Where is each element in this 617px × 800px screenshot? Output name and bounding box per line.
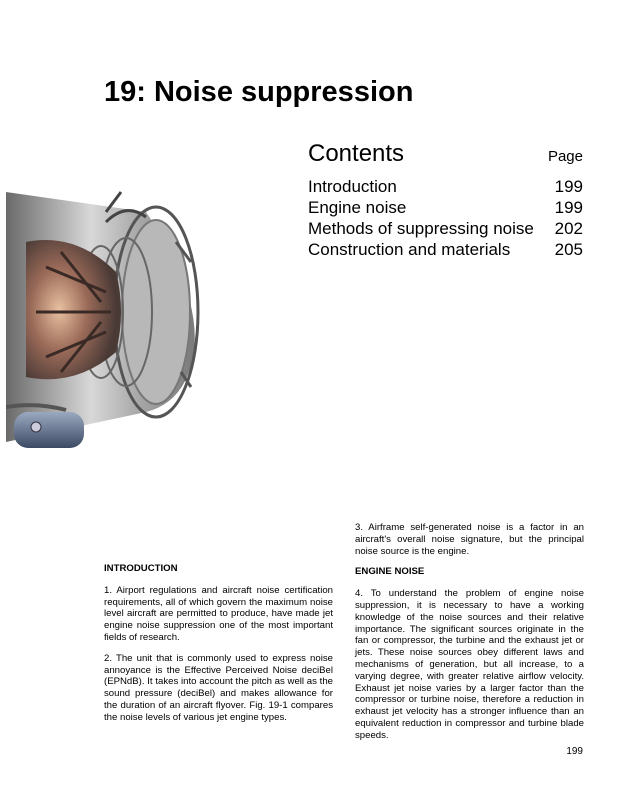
- contents-entry[interactable]: [308, 176, 583, 197]
- engine-noise-column: [355, 522, 584, 751]
- contents-entry-page: 202: [554, 219, 583, 238]
- contents-entry-page: 199: [554, 177, 583, 196]
- paragraph-1: 1. Airport regulations and aircraft noise certification requirements, all of which govern the maximum noise level aircraft are permitted to produce, have made jet engine noise suppression one of the most important fields of research.: [104, 584, 333, 643]
- contents-entry[interactable]: [308, 197, 583, 218]
- contents-entry-title: Introduction: [308, 177, 397, 196]
- contents-heading: Contents: [308, 140, 405, 167]
- contents-entry-title: Construction and materials: [308, 240, 511, 259]
- page-number: 199: [566, 746, 583, 757]
- engine-noise-heading: ENGINE NOISE: [355, 566, 425, 578]
- paragraph-3: 3. Airframe self-generated noise is a factor in an aircraft's overall noise signature, but the principal noise source is the engine.: [355, 522, 584, 557]
- contents-box: [308, 140, 583, 260]
- paragraph-2: 2. The unit that is commonly used to express noise annoyance is the Effective Perceived Noise deciBel (EPNdB). It takes into account the pitch as well as the sound pressure (deciBel) and makes allowance for the duration of an aircraft flyover. Fig. 19-1 compares the noise levels of various jet engine types.: [104, 652, 333, 723]
- introduction-heading: INTRODUCTION: [104, 563, 178, 574]
- chapter-title: 19: Noise suppression: [104, 76, 414, 108]
- contents-entry-page: 205: [554, 240, 583, 259]
- contents-entry-page: 199: [554, 198, 583, 217]
- engine-cutaway-illustration: [6, 172, 206, 477]
- contents-entry-title: Methods of suppressing noise: [308, 219, 534, 238]
- contents-entry[interactable]: [308, 218, 583, 239]
- contents-header: [308, 140, 583, 176]
- contents-entry[interactable]: [308, 239, 583, 260]
- introduction-column: [104, 563, 333, 733]
- contents-entry-title: Engine noise: [308, 198, 407, 217]
- page-column-label: Page: [547, 148, 583, 165]
- paragraph-4: 4. To understand the problem of engine noise suppression, it is necessary to have a working knowledge of the noise sources and their relative importance. The significant sources originate in the fan or compressor, the turbine and the exhaust jet or jets. These noise sources obey different laws and mechanisms of generation, but all increase, to a varying degree, with greater relative airflow velocity. Exhaust jet noise varies by a larger factor than the compressor or turbine noise, therefore a reduction in exhaust jet velocity has a stronger influence than an equivalent reduction in compressor and turbine blade speeds.: [355, 588, 584, 741]
